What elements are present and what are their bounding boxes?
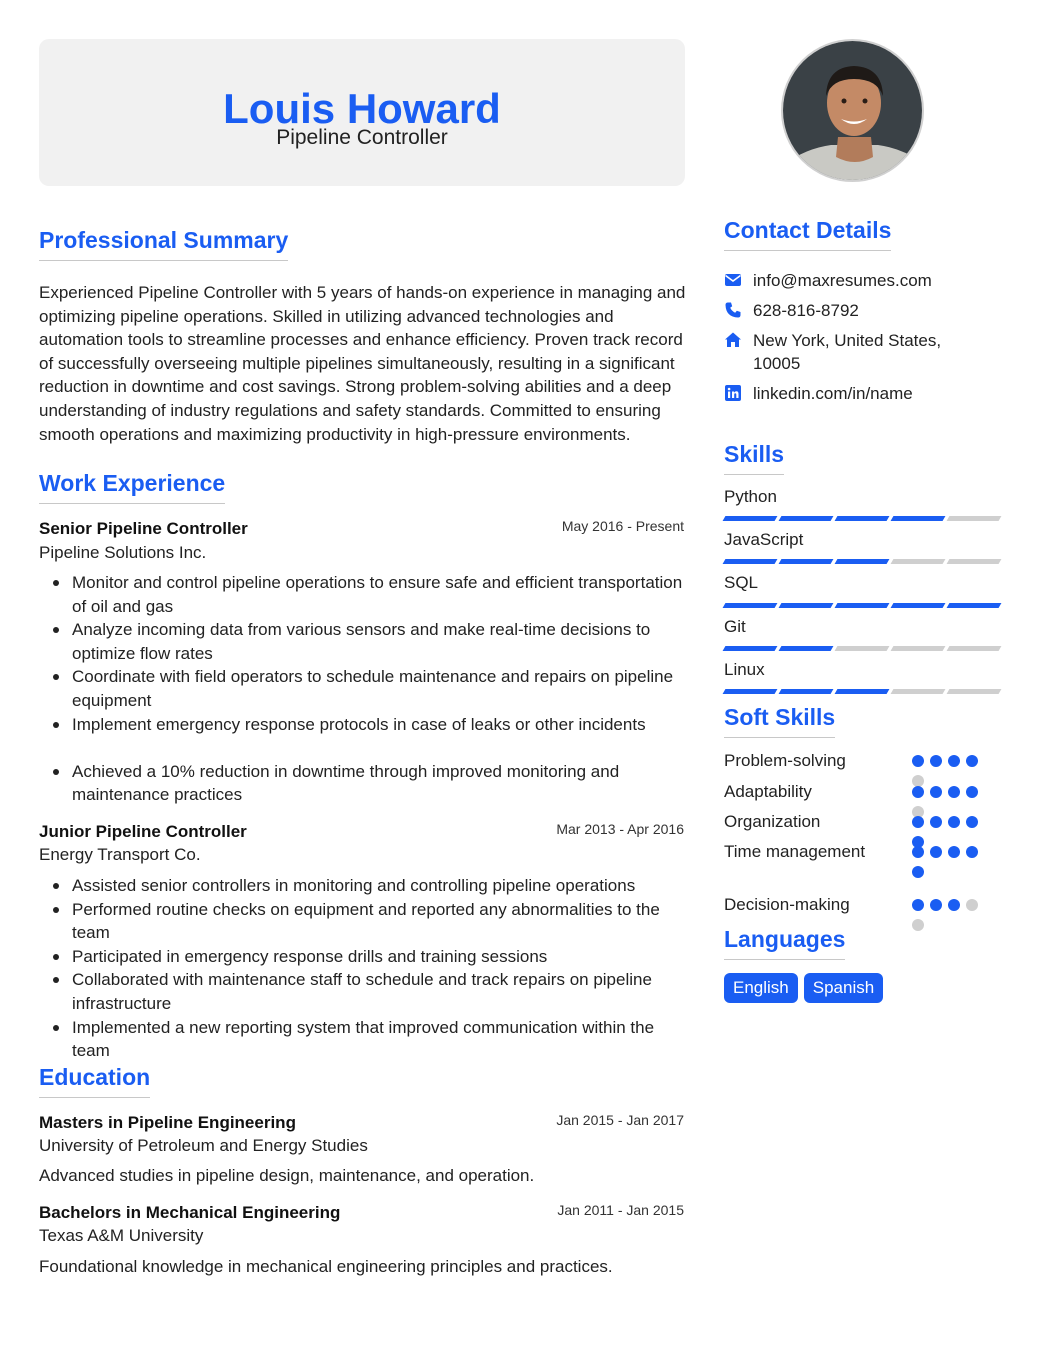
job-bullet: Implemented a new reporting system that improved communication within the team bbox=[39, 1016, 689, 1063]
job-company: Pipeline Solutions Inc. bbox=[39, 543, 207, 562]
skill-level-segment bbox=[835, 603, 890, 608]
degree-title: Bachelors in Mechanical Engineering bbox=[39, 1203, 341, 1222]
soft-skill-rating bbox=[912, 755, 994, 787]
contact-location bbox=[724, 329, 983, 375]
skill-name: Linux bbox=[724, 660, 765, 679]
skill-level-bar bbox=[724, 689, 1000, 694]
rating-dot bbox=[912, 846, 924, 858]
skill-level-segment bbox=[835, 646, 890, 651]
soft-skill-rating bbox=[912, 899, 994, 931]
school-name: Texas A&M University bbox=[39, 1226, 204, 1245]
skill-name: SQL bbox=[724, 573, 759, 592]
professional-summary-text: Experienced Pipeline Controller with 5 years of hands-on experience in managing and optimizing pipeline operations. Skilled in utilizing advanced technologies and automation tools to streamline processes and enhance efficiency. Proven track record of successfully overseeing multiple pipelines simultaneously, resulting in a significant reduction in downtime and cost savings. Strong problem-solving abilities and a deep understanding of industry regulations and safety standards. Committed to ensuring smooth operations and maximizing productivity in high-pressure environments. bbox=[39, 283, 686, 444]
candidate-name: Louis Howard bbox=[223, 85, 501, 132]
skill-level-segment bbox=[835, 516, 890, 521]
job-company: Energy Transport Co. bbox=[39, 845, 201, 864]
header-card bbox=[39, 39, 685, 186]
rating-dot bbox=[966, 755, 978, 767]
skill-level-segment bbox=[891, 603, 946, 608]
soft-skill-rating bbox=[912, 816, 994, 848]
rating-dot bbox=[966, 816, 978, 828]
contact-email-text: info@maxresumes.com bbox=[753, 271, 932, 290]
soft-skill-name: Organization bbox=[724, 812, 821, 831]
rating-dot bbox=[912, 786, 924, 798]
contact-phone[interactable] bbox=[724, 299, 983, 322]
skill-level-segment bbox=[891, 646, 946, 651]
soft-skill-name: Problem-solving bbox=[724, 751, 846, 770]
job-bullet: Monitor and control pipeline operations to ensure safe and efficient transportation of oil and gas bbox=[39, 571, 689, 618]
skill-name: Python bbox=[724, 487, 777, 506]
linkedin-icon bbox=[724, 384, 742, 402]
job-bullet: Achieved a 10% reduction in downtime through improved monitoring and maintenance practices bbox=[39, 760, 689, 807]
languages-heading: Languages bbox=[724, 926, 845, 960]
skill-level-segment bbox=[723, 516, 778, 521]
skill-level-bar bbox=[724, 559, 1000, 564]
education-heading: Education bbox=[39, 1064, 150, 1098]
contact-details-heading: Contact Details bbox=[724, 217, 891, 251]
skill-level-segment bbox=[947, 559, 1002, 564]
skill-name: Git bbox=[724, 617, 746, 636]
rating-dot bbox=[912, 755, 924, 767]
education-description: Foundational knowledge in mechanical engineering principles and practices. bbox=[39, 1257, 613, 1276]
rating-dot bbox=[948, 816, 960, 828]
job-date: May 2016 - Present bbox=[561, 518, 684, 534]
language-badge: Spanish bbox=[804, 973, 883, 1003]
language-badge: English bbox=[724, 973, 798, 1003]
rating-dot bbox=[948, 899, 960, 911]
skill-level-segment bbox=[779, 603, 834, 608]
skill-level-segment bbox=[891, 516, 946, 521]
skill-level-segment bbox=[891, 689, 946, 694]
job-bullet: Coordinate with field operators to schedule maintenance and repairs on pipeline equipment bbox=[39, 665, 689, 712]
professional-summary-heading: Professional Summary bbox=[39, 227, 288, 261]
job-bullet-list bbox=[39, 571, 689, 807]
rating-dot bbox=[912, 816, 924, 828]
home-icon bbox=[724, 331, 742, 349]
school-name: University of Petroleum and Energy Studies bbox=[39, 1136, 368, 1155]
degree-title: Masters in Pipeline Engineering bbox=[39, 1113, 296, 1132]
soft-skill-name: Adaptability bbox=[724, 782, 812, 801]
skill-level-segment bbox=[891, 559, 946, 564]
job-title: Senior Pipeline Controller bbox=[39, 519, 248, 538]
contact-email[interactable] bbox=[724, 269, 983, 292]
skill-level-segment bbox=[947, 646, 1002, 651]
contact-phone-text: 628-816-8792 bbox=[753, 301, 859, 320]
rating-dot bbox=[948, 755, 960, 767]
soft-skill-rating bbox=[912, 786, 994, 818]
soft-skill-name: Time management bbox=[724, 842, 866, 861]
education-date: Jan 2011 - Jan 2015 bbox=[557, 1202, 684, 1218]
skill-level-bar bbox=[724, 603, 1000, 608]
skill-name: JavaScript bbox=[724, 530, 804, 549]
rating-dot bbox=[930, 816, 942, 828]
education-date: Jan 2015 - Jan 2017 bbox=[556, 1112, 684, 1128]
skill-level-bar bbox=[724, 516, 1000, 521]
work-experience-heading: Work Experience bbox=[39, 470, 225, 504]
skill-level-segment bbox=[723, 603, 778, 608]
skill-level-segment bbox=[947, 689, 1002, 694]
skill-level-segment bbox=[779, 559, 834, 564]
job-bullet-list bbox=[39, 874, 689, 1063]
rating-dot bbox=[948, 786, 960, 798]
rating-dot bbox=[912, 919, 924, 931]
rating-dot bbox=[948, 846, 960, 858]
rating-dot bbox=[966, 786, 978, 798]
job-bullet: Analyze incoming data from various sensors and make real-time decisions to optimize flow rates bbox=[39, 618, 689, 665]
job-title: Junior Pipeline Controller bbox=[39, 822, 247, 841]
skill-level-segment bbox=[779, 646, 834, 651]
language-badges bbox=[724, 973, 883, 1003]
rating-dot bbox=[930, 899, 942, 911]
skill-level-bar bbox=[724, 646, 1000, 651]
rating-dot bbox=[912, 866, 924, 878]
skill-level-segment bbox=[779, 516, 834, 521]
candidate-title: Pipeline Controller bbox=[276, 126, 448, 149]
rating-dot bbox=[930, 786, 942, 798]
skill-level-segment bbox=[779, 689, 834, 694]
job-bullet: Performed routine checks on equipment and reported any abnormalities to the team bbox=[39, 898, 689, 945]
rating-dot bbox=[930, 755, 942, 767]
rating-dot bbox=[966, 899, 978, 911]
skill-level-segment bbox=[947, 603, 1002, 608]
job-bullet: Participated in emergency response drills and training sessions bbox=[39, 945, 689, 969]
phone-icon bbox=[724, 301, 742, 319]
contact-linkedin-text: linkedin.com/in/name bbox=[753, 384, 913, 403]
job-bullet: Collaborated with maintenance staff to schedule and track repairs on pipeline infrastructure bbox=[39, 968, 689, 1015]
rating-dot bbox=[966, 846, 978, 858]
envelope-icon bbox=[724, 271, 742, 289]
skill-level-segment bbox=[723, 646, 778, 651]
education-description: Advanced studies in pipeline design, maintenance, and operation. bbox=[39, 1166, 535, 1185]
soft-skill-rating bbox=[912, 846, 994, 878]
job-date: Mar 2013 - Apr 2016 bbox=[556, 821, 684, 837]
soft-skill-name: Decision-making bbox=[724, 895, 850, 914]
rating-dot bbox=[930, 846, 942, 858]
skill-level-segment bbox=[723, 559, 778, 564]
skill-level-segment bbox=[947, 516, 1002, 521]
job-bullet: Assisted senior controllers in monitoring and controlling pipeline operations bbox=[39, 874, 689, 898]
job-bullet: Implement emergency response protocols in case of leaks or other incidents bbox=[39, 713, 689, 760]
contact-location-text: New York, United States, 10005 bbox=[753, 331, 942, 373]
soft-skills-heading: Soft Skills bbox=[724, 704, 835, 738]
rating-dot bbox=[912, 899, 924, 911]
skills-heading: Skills bbox=[724, 441, 784, 475]
skill-level-segment bbox=[835, 689, 890, 694]
contact-linkedin[interactable] bbox=[724, 382, 983, 405]
profile-photo bbox=[781, 39, 924, 182]
skill-level-segment bbox=[835, 559, 890, 564]
skill-level-segment bbox=[723, 689, 778, 694]
